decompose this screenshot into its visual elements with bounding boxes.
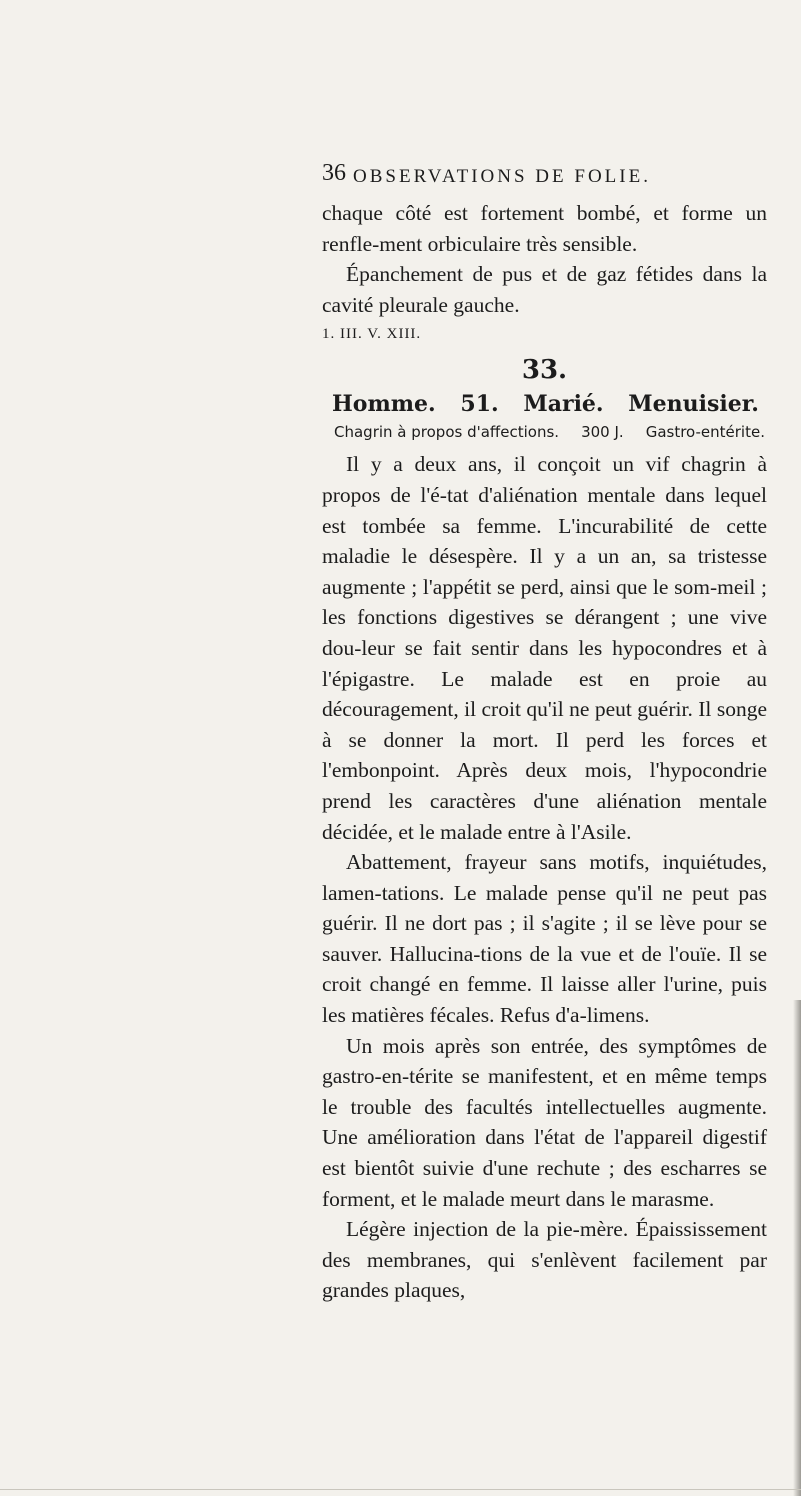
status-label: Marié. [523, 391, 604, 418]
observation-header [322, 391, 767, 417]
page-bottom-edge [0, 1489, 801, 1490]
observation-number: 33. [521, 355, 568, 386]
duration-label: 300 J. [581, 423, 624, 442]
paragraph-autopsy: Légère injection de la pie-mère. Épaississement des membranes, qui s'enlèvent facilement par grandes plaques, [322, 1217, 767, 1303]
page-number: 36 [322, 160, 346, 186]
observation-meta [322, 423, 767, 441]
paragraph-continued: chaque côté est fortement bombé, et forme un renfle-ment orbiculaire très sensible. [322, 201, 767, 256]
age-label: 51. [460, 391, 499, 418]
sex-label: Homme. [332, 391, 436, 418]
paragraph-evolution: Un mois après son entrée, des symptômes de gastro-en-térite se manifestent, et en même temps le trouble des facultés intellectuelles augmente. Une amélioration dans l'état de l'appareil digestif est bientôt suivie d'une rechute ; des escharres se forment, et le malade meurt dans le marasme. [322, 1033, 767, 1211]
running-head: OBSERVATIONS DE FOLIE. [353, 166, 651, 187]
paragraph-symptoms: Abattement, frayeur sans motifs, inquiétudes, lamen-tations. Le malade pense qu'il ne peut pas guérir. Il ne dort pas ; il s'agite ; il se lève pour se sauver. Hallucina-tions de la vue et de l'ouïe. Il se croit changé en femme. Il laisse aller l'urine, puis les matières fécales. Refus d'a-limens. [322, 850, 767, 1028]
text-block [322, 198, 767, 1306]
paragraph-epanchement: Épanchement de pus et de gaz fétides dans la cavité pleurale gauche. [322, 262, 767, 317]
cause-label: Chagrin à propos d'affections. [334, 423, 560, 442]
paragraph-history: Il y a deux ans, il conçoit un vif chagrin à propos de l'é-tat d'aliénation mentale dans lequel est tombée sa femme. L'incurabilité de cette maladie le désespère. Il y a un an, sa tristesse augmente ; l'appétit se perd, ainsi que le som-meil ; les fonctions digestives se dérangent ; une vive dou-leur se fait sentir dans les hypocondres et à l'épigastre. Le malade est en proie au découragement, il croit qu'il ne peut guérir. Il songe à se donner la mort. Il perd les forces et l'embonpoint. Après deux mois, l'hypocondrie prend les caractères d'une aliénation mentale décidée, et le malade entre à l'Asile. [322, 452, 767, 844]
profession-label: Menuisier. [628, 391, 759, 418]
diagnosis-label: Gastro-entérite. [645, 423, 765, 442]
observation-reference: 1. III. V. XIII. [322, 326, 422, 343]
page-edge-shadow [793, 1000, 801, 1496]
